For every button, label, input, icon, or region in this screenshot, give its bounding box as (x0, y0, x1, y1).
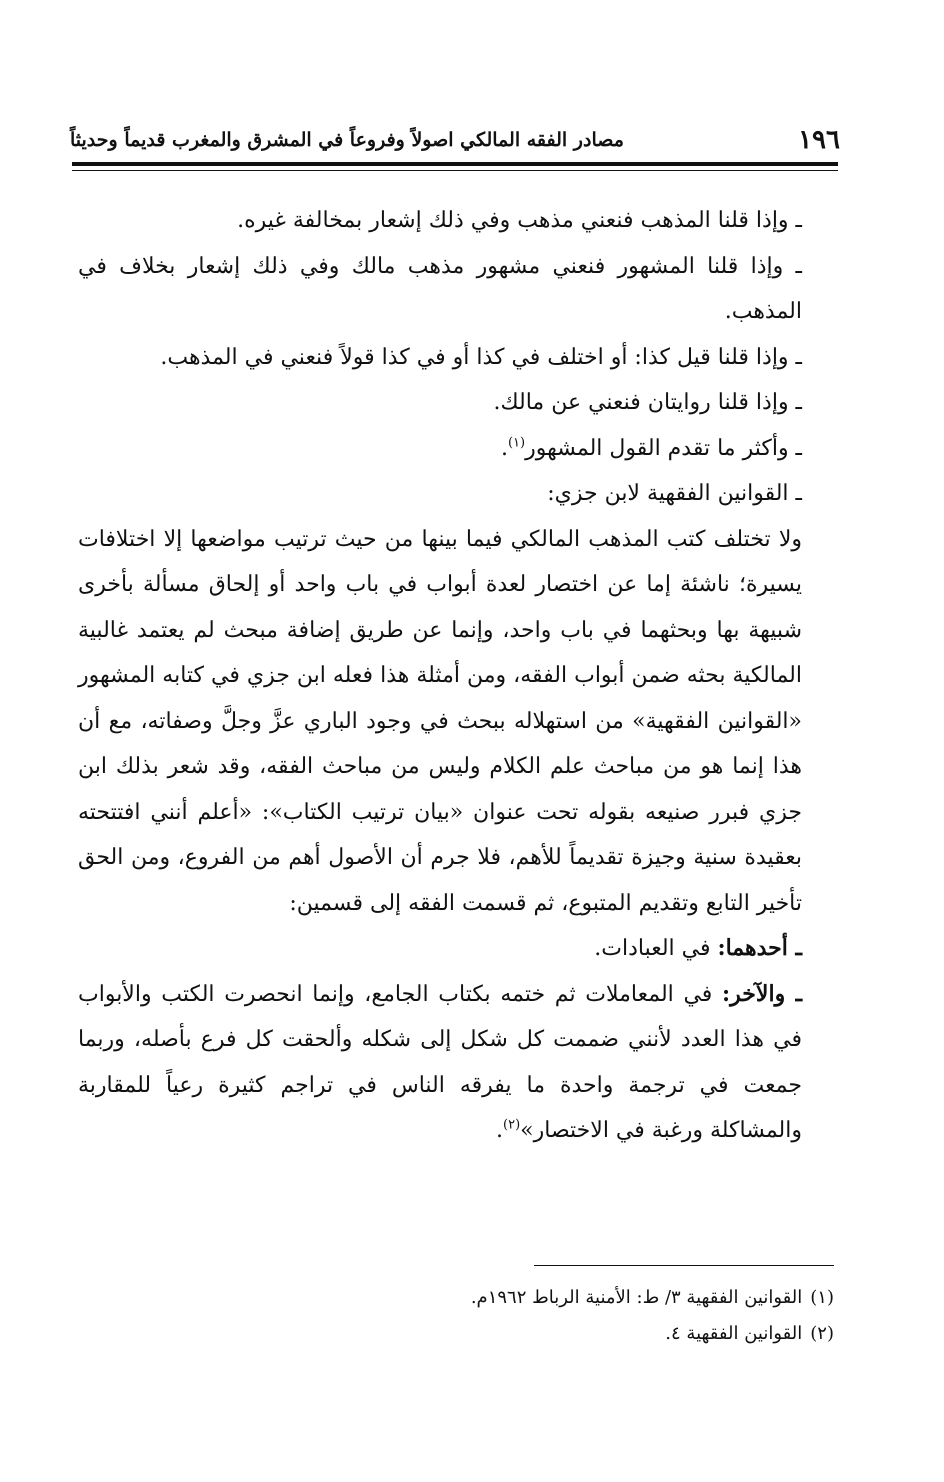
footnote (234, 1280, 834, 1316)
footnote-ref[interactable]: (٢) (503, 1117, 521, 1133)
division-label: ـ والآخر: (722, 980, 803, 1007)
punctuation: . (496, 1118, 504, 1143)
list-item: ـ وإذا قلنا قيل كذا: أو اختلف في كذا أو في كذا قولاً فنعني في المذهب. (160, 344, 802, 370)
footnote-text: القوانين الفقهية ٣/ ط: الأمنية الرباط ١٩٦٢م. (470, 1287, 803, 1308)
list-item: ـ وإذا قلنا المشهور فنعني مشهور مذهب مالك وفي ذلك إشعار بخلاف في المذهب. (78, 253, 802, 324)
header-rule-thin (72, 170, 838, 171)
division-text: في العبادات. (594, 936, 718, 961)
footnotes (234, 1280, 834, 1352)
division-item (78, 926, 832, 972)
footnote (234, 1316, 834, 1352)
footnote-number: (٢) (810, 1323, 834, 1344)
footnote-ref[interactable]: (١) (507, 435, 526, 451)
list-item: ـ وإذا قلنا روايتان فنعني عن مالك. (493, 390, 802, 415)
division-label: ـ أحدهما: (717, 935, 802, 961)
punctuation: . (500, 435, 508, 461)
footnote-number: (١) (810, 1287, 834, 1308)
list-item: ـ وإذا قلنا المذهب فنعني مذهب وفي ذلك إشعار بمخالفة غيره. (237, 208, 802, 233)
page-header (70, 122, 840, 158)
section-heading: ـ القوانين الفقهية لابن جزي: (547, 481, 802, 506)
list-item (78, 426, 832, 472)
page-number: ١٩٦ (798, 125, 840, 155)
running-title: مصادر الفقه المالكي اصولاً وفروعاً في المشرق والمغرب قديماً وحديثاً (70, 129, 624, 151)
division-text: في المعاملات ثم ختمه بكتاب الجامع، وإنما انحصرت الكتب والأبواب في هذا العدد لأنني ضممت كل شكل إلى شكله وألحقت كل فرع بأصله، وربما جمعت في ترجمة واحدة ما يفرقه الناس في تراجم كثيرة رعياً للمقاربة والمشاكلة ورغبة في الاختصار» (78, 981, 802, 1143)
header-rule-thick (72, 162, 838, 166)
division-item (78, 972, 832, 1154)
footnote-text: القوانين الفقهية ٤. (665, 1323, 803, 1344)
list-item-text: ـ وأكثر ما تقدم القول المشهور (525, 435, 802, 461)
paragraph: ولا تختلف كتب المذهب المالكي فيما بينها من حيث ترتيب مواضعها إلا اختلافات يسيرة؛ ناشئة إما عن اختصار لعدة أبواب في باب واحد أو إلحاق مسألة بأخرى شبيهة بها وبحثهما في باب واحد، وإنما عن طريق إضافة مبحث لم يعتمد غالبية المالكية بحثه ضمن أبواب الفقه، ومن أمثلة هذا فعله ابن جزي في كتابه المشهور «القوانين الفقهية» من استهلاله ببحث في وجود الباري عزَّ وجلَّ وصفاته، مع أن هذا إنما هو من مباحث علم الكلام وليس من مباحث الفقه، وقد شعر بذلك ابن جزي فبرر صنيعه بقوله تحت عنوان «بيان ترتيب الكتاب»: «أعلم أنني افتتحته بعقيدة سنية وجيزة تقديماً للأهم، فلا جرم أن الأصول أهم من الفروع، ومن الحق تأخير التابع وتقديم المتبوع، ثم قسمت الفقه إلى قسمين: (78, 526, 802, 916)
body-text (78, 198, 832, 1154)
footnote-separator (534, 1265, 834, 1266)
